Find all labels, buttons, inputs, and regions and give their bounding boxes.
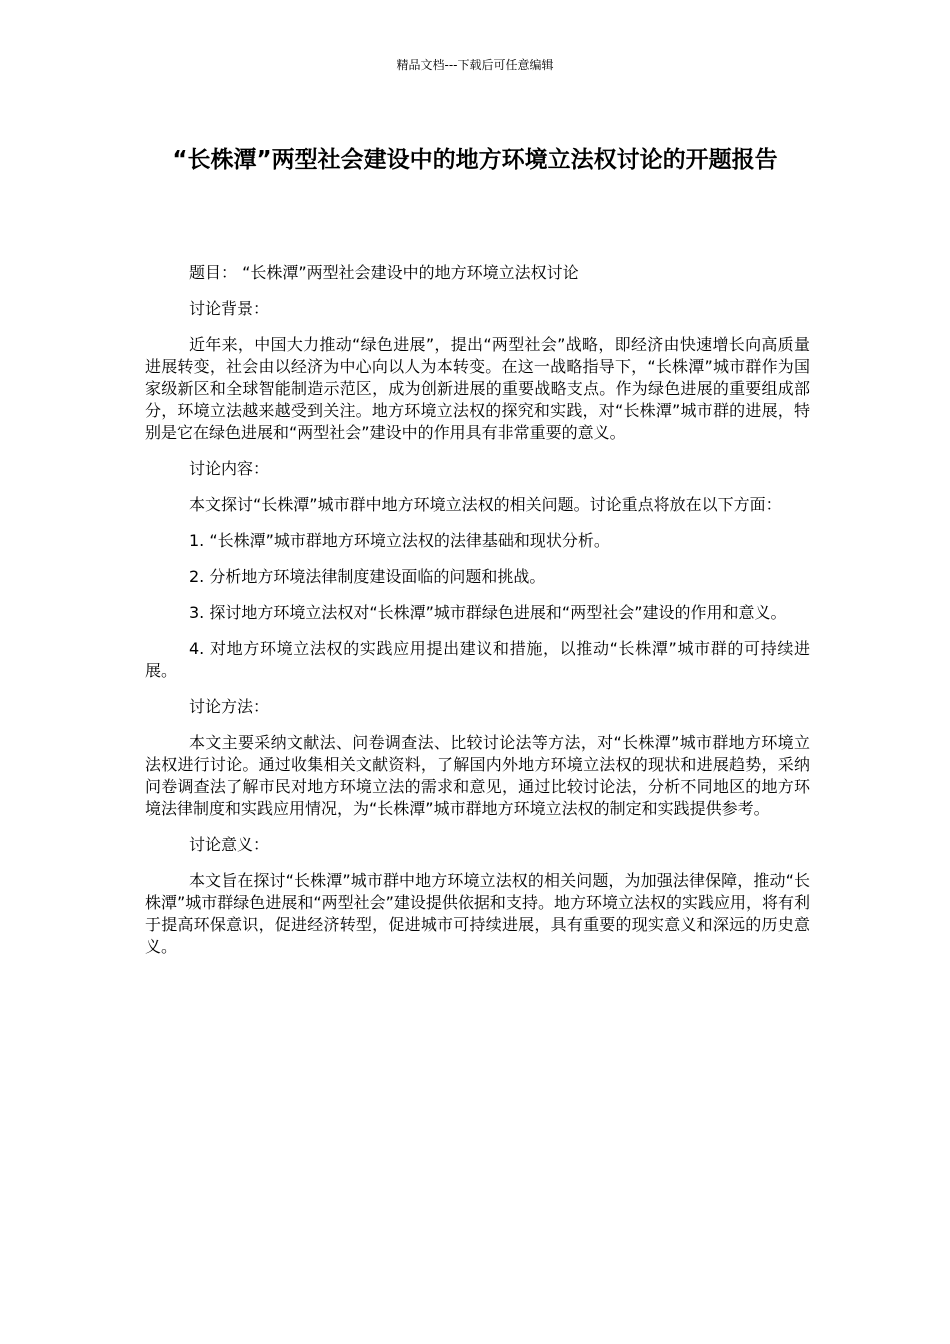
content-list-item-1: 1. “长株潭”城市群地方环境立法权的法律基础和现状分析。 — [189, 531, 610, 550]
method-paragraph: 本文主要采纳文献法、问卷调查法、比较讨论法等方法，对“长株潭”城市群地方环境立法权进行讨论。通过收集相关文献资料，了解国内外地方环境立法权的现状和进展趋势，采纳问卷调查法了解市民对地方环境立法的需求和意见，通过比较讨论法，分析不同地区的地方环境法律制度和实践应用情况，为“长株潭”城市群地方环境立法权的制定和实践提供参考。 — [145, 733, 810, 818]
section-heading-background: 讨论背景： — [189, 299, 270, 318]
background-paragraph: 近年来，中国大力推动“绿色进展”，提出“两型社会”战略，即经济由快速增长向高质量进展转变，社会由以经济为中心向以人为本转变。在这一战略指导下，“长株潭”城市群作为国家级新区和全球智能制造示范区，成为创新进展的重要战略支点。作为绿色进展的重要组成部分，环境立法越来越受到关注。地方环境立法权的探究和实践，对“长株潭”城市群的进展，特别是它在绿色进展和“两型社会”建设中的作用具有非常重要的意义。 — [145, 335, 810, 442]
content-list-item-2: 2. 分析地方环境法律制度建设面临的问题和挑战。 — [189, 567, 546, 586]
section-heading-method: 讨论方法： — [189, 697, 270, 716]
content-list-item-3: 3. 探讨地方环境立法权对“长株潭”城市群绿色进展和“两型社会”建设的作用和意义。 — [189, 603, 787, 622]
content-intro-paragraph: 本文探讨“长株潭”城市群中地方环境立法权的相关问题。讨论重点将放在以下方面： — [189, 495, 782, 514]
topic-line: 题目： “长株潭”两型社会建设中的地方环境立法权讨论 — [189, 263, 579, 282]
document-body — [145, 262, 810, 972]
page-header: 精品文档---下载后可任意编辑 — [396, 58, 554, 72]
section-heading-significance: 讨论意义： — [189, 835, 270, 854]
content-list-item-4: 4. 对地方环境立法权的实践应用提出建议和措施，以推动“长株潭”城市群的可持续进展。 — [145, 639, 810, 680]
section-heading-content: 讨论内容： — [189, 459, 270, 478]
document-title: “长株潭”两型社会建设中的地方环境立法权讨论的开题报告 — [172, 147, 778, 173]
significance-paragraph: 本文旨在探讨“长株潭”城市群中地方环境立法权的相关问题，为加强法律保障，推动“长株潭”城市群绿色进展和“两型社会”建设提供依据和支持。地方环境立法权的实践应用，将有利于提高环保意识，促进经济转型，促进城市可持续进展，具有重要的现实意义和深远的历史意义。 — [145, 871, 810, 956]
